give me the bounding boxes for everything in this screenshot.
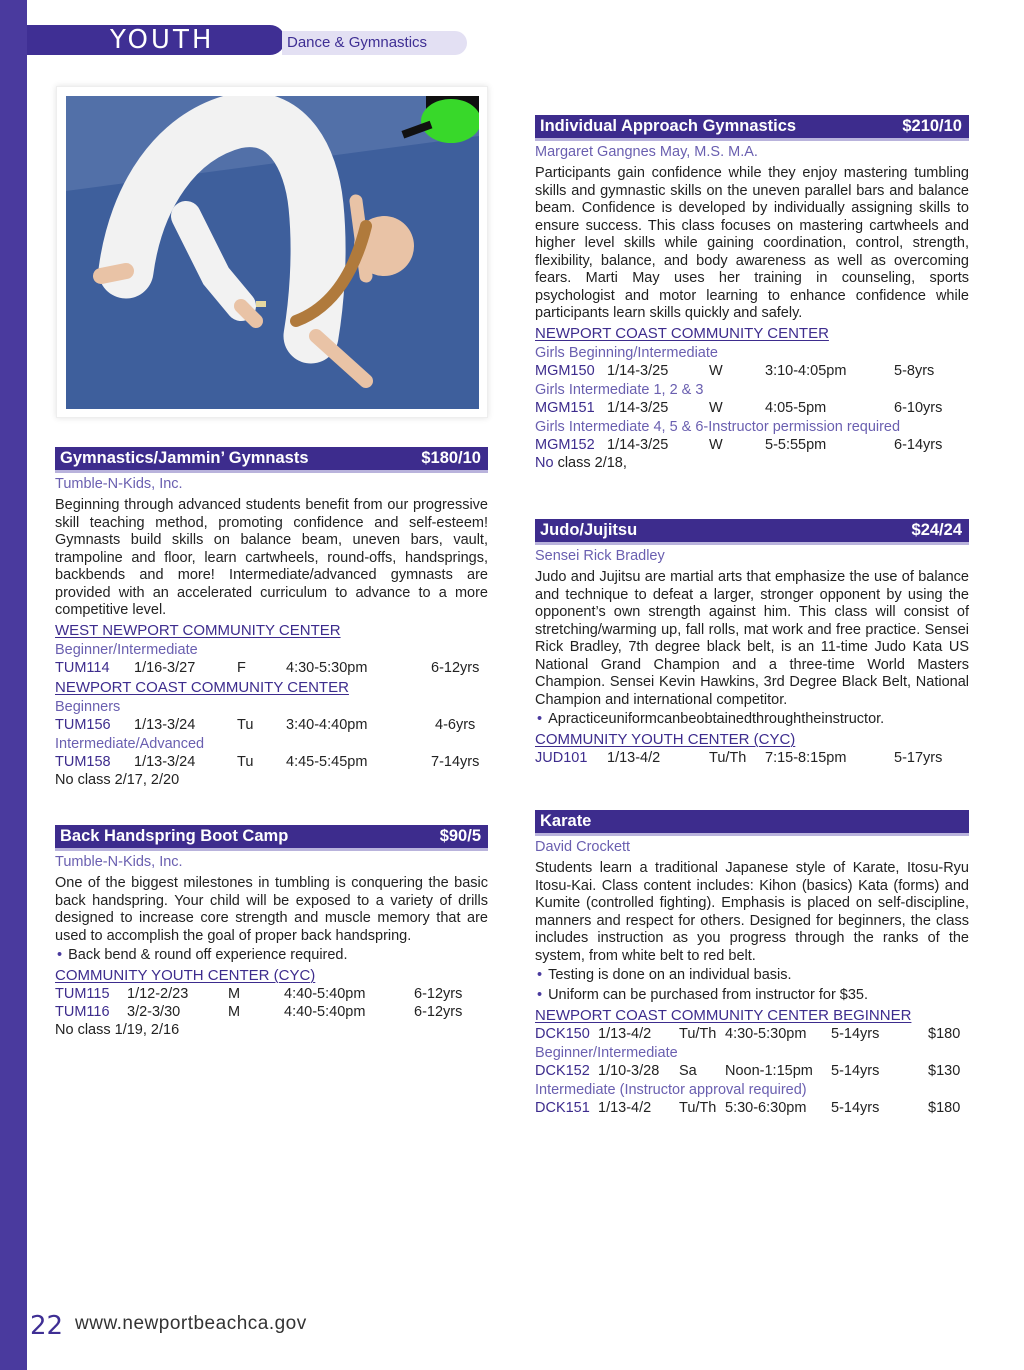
class-time: Noon-1:15pm (725, 1063, 813, 1079)
level-label: Girls Beginning/Intermediate (535, 344, 718, 361)
gymnastics-title-bar (55, 447, 488, 473)
class-day: Tu/Th (709, 750, 747, 766)
class-age: 5-14yrs (831, 1026, 880, 1042)
class-day: Tu/Th (679, 1100, 717, 1116)
schedule-row (55, 985, 488, 1003)
individual-title-bar (535, 115, 969, 141)
info-bullet (535, 965, 969, 985)
class-day: Tu (237, 716, 254, 733)
bullet-text: Uniform can be purchased from instructor for $35. (548, 987, 869, 1003)
side-color-bar (0, 0, 27, 1370)
backhandspring-listing (55, 825, 488, 1039)
class-day: F (237, 659, 246, 676)
level-label: Girls Intermediate 4, 5 & 6-Instructor permission required (535, 418, 901, 435)
class-price: $130 (928, 1063, 961, 1079)
bullet-dot-icon: • (537, 987, 543, 1003)
class-age: 6-10yrs (894, 399, 943, 416)
class-age: 5-17yrs (894, 750, 943, 766)
page-number: 22 (30, 1311, 64, 1341)
schedule-row (55, 753, 488, 771)
class-age: 6-14yrs (894, 436, 943, 453)
class-code[interactable]: TUM115 (55, 986, 110, 1002)
judo-listing (535, 519, 969, 767)
class-title: Back Handspring Boot Camp (60, 827, 289, 845)
class-description: One of the biggest milestones in tumbling is conquering the basic back handspring. Your child will be exposed to a variety of drills designed to increase core strength and muscle memory that are used to accomplish the goal of proper back handspring. (55, 875, 488, 944)
class-time: 3:10-4:05pm (765, 362, 847, 379)
class-dates: 1/13-3/24 (134, 753, 196, 770)
class-title: Individual Approach Gymnastics (540, 117, 797, 135)
bullet-text: Testing is done on an individual basis. (548, 967, 792, 983)
class-time: 4:45-5:45pm (286, 753, 368, 770)
no-class-keyword: No (535, 454, 554, 471)
class-age: 6-12yrs (431, 659, 480, 676)
class-age: 6-12yrs (414, 986, 463, 1002)
judo-title-bar (535, 519, 969, 545)
class-code[interactable]: DCK152 (535, 1063, 590, 1079)
schedule-row (535, 1025, 969, 1043)
class-description: Students learn a traditional Japanese style of Karate, Itosu-Ryu Itosu-Kai. Class content includes: Kihon (basics) Kata (forms) and Kumite (controlled fighting). Emphasis is placed on self-discipline, manners and respect for others. Designed for beginners, the class includes instruction as you progress through the ranks of the system, from white belt to red belt. (535, 860, 969, 964)
class-time: 4:40-5:40pm (284, 986, 366, 1002)
location-link-newport-coast[interactable]: NEWPORT COAST COMMUNITY CENTER BEGINNER (535, 1007, 912, 1024)
class-age: 7-14yrs (431, 753, 480, 770)
no-class-note: No class 2/17, 2/20 (55, 771, 180, 788)
class-dates: 1/12-2/23 (127, 986, 189, 1002)
gymnastics-listing (55, 447, 488, 789)
level-label: Intermediate (Instructor approval required) (535, 1082, 807, 1098)
class-time: 4:05-5pm (765, 399, 827, 416)
schedule-row (55, 1003, 488, 1021)
location-link-cyc[interactable]: COMMUNITY YOUTH CENTER (CYC) (535, 731, 796, 748)
class-dates: 1/14-3/25 (607, 399, 669, 416)
instructor-name: David Crockett (535, 839, 631, 855)
level-label: Intermediate/Advanced (55, 735, 205, 752)
location-link-cyc[interactable]: COMMUNITY YOUTH CENTER (CYC) (55, 967, 316, 984)
class-title: Karate (540, 812, 592, 830)
class-day: Tu (237, 753, 254, 770)
class-code[interactable]: JUD101 (535, 750, 588, 766)
section-subtitle: Dance & Gymnastics (282, 31, 467, 55)
location-link-west-newport[interactable]: WEST NEWPORT COMMUNITY CENTER (55, 621, 341, 639)
gymnast-photo (66, 96, 479, 409)
bullet-dot-icon: • (537, 711, 543, 727)
class-day: Sa (679, 1063, 697, 1079)
class-age: 5-14yrs (831, 1100, 880, 1116)
level-label: Girls Intermediate 1, 2 & 3 (535, 381, 704, 398)
class-time: 4:30-5:30pm (725, 1026, 807, 1042)
location-link-newport-coast[interactable]: NEWPORT COAST COMMUNITY CENTER (55, 678, 349, 696)
class-dates: 1/13-4/2 (598, 1026, 652, 1042)
class-dates: 1/13-3/24 (134, 716, 196, 733)
bullet-text: Back bend & round off experience required. (68, 947, 348, 963)
class-day: M (228, 1004, 241, 1020)
level-label: Beginner/Intermediate (535, 1045, 678, 1061)
schedule-row (535, 399, 969, 417)
class-time: 5:30-6:30pm (725, 1100, 807, 1116)
photo-frame (56, 86, 488, 418)
info-bullet (535, 985, 969, 1005)
karate-listing (535, 810, 969, 1117)
no-class-note (535, 454, 969, 472)
class-code[interactable]: TUM116 (55, 1004, 110, 1020)
schedule-row (535, 1062, 969, 1080)
karate-title-bar (535, 810, 969, 836)
instructor-name: Sensei Rick Bradley (535, 548, 665, 564)
class-description: Beginning through advanced students benefit from our progressive skill teaching method, promoting confidence and self-esteem! Gymnasts build skills on balance beam, uneven bars, vault, trampoline and floor, learn cartwheels, round-offs, handsprings, backbends and more! Intermediate/advanced gymnasts are provided with an accelerated curriculum to advance to a more competitive level. (55, 497, 488, 618)
class-price: $24/24 (911, 521, 962, 539)
class-day: W (709, 362, 723, 379)
class-code[interactable]: MGM151 (535, 399, 595, 416)
class-day: M (228, 986, 241, 1002)
instructor-name: Tumble-N-Kids, Inc. (55, 854, 183, 870)
class-title: Judo/Jujitsu (540, 521, 638, 539)
class-time: 4:30-5:30pm (286, 659, 368, 676)
class-price: $210/10 (902, 117, 962, 135)
class-time: 4:40-5:40pm (284, 1004, 366, 1020)
gymnast-illustration (66, 96, 479, 409)
requirement-bullet (55, 945, 488, 965)
class-dates: 1/13-4/2 (607, 750, 661, 766)
class-age: 5-14yrs (831, 1063, 880, 1079)
instructor-name: Tumble-N-Kids, Inc. (55, 476, 183, 492)
class-day: W (709, 436, 723, 453)
class-code[interactable]: DCK150 (535, 1026, 590, 1042)
class-code[interactable]: DCK151 (535, 1100, 590, 1116)
class-dates: 1/16-3/27 (134, 659, 196, 676)
class-dates: 1/10-3/28 (598, 1063, 660, 1079)
class-time: 3:40-4:40pm (286, 716, 368, 733)
class-dates: 3/2-3/30 (127, 1004, 181, 1020)
schedule-row (535, 1099, 969, 1117)
class-time: 5-5:55pm (765, 436, 827, 453)
bullet-dot-icon: • (57, 947, 63, 963)
class-code[interactable]: TUM156 (55, 716, 111, 733)
class-price: $180 (928, 1026, 961, 1042)
class-day: W (709, 399, 723, 416)
class-code[interactable]: TUM158 (55, 753, 111, 770)
bullet-text: Apracticeuniformcanbeobtainedthroughtheinstructor. (548, 711, 885, 727)
schedule-row (535, 362, 969, 380)
individual-approach-listing (535, 115, 969, 472)
class-description: Participants gain confidence while they enjoy mastering tumbling skills and gymnastic skills on the uneven parallel bars and balance beam. Confidence is developed by individually assigning skills to ensure success. This class focuses on mastering cartwheels and higher level skills while gaining coordination, control, strength, flexibility, balance, and body awareness as well as overcoming fears. Marti May uses her training in counseling, sports psychologist and motor learning to enhance confidence while participants learn skills quickly and safely. (535, 165, 969, 321)
bullet-dot-icon: • (537, 967, 543, 983)
requirement-bullet (535, 709, 969, 729)
schedule-row (55, 659, 488, 677)
no-class-note: No class 1/19, 2/16 (55, 1022, 180, 1038)
class-dates: 1/14-3/25 (607, 362, 669, 379)
class-time: 7:15-8:15pm (765, 750, 847, 766)
schedule-row (55, 716, 488, 734)
schedule-row (535, 436, 969, 454)
class-code[interactable]: TUM114 (55, 659, 110, 676)
class-age: 4-6yrs (435, 716, 476, 733)
level-label: Beginners (55, 698, 121, 715)
no-class-dates: class 2/18, (553, 454, 627, 471)
class-code[interactable]: MGM150 (535, 362, 595, 379)
class-dates: 1/14-3/25 (607, 436, 669, 453)
class-price: $180/10 (421, 449, 481, 467)
schedule-row (535, 749, 969, 767)
website-link[interactable]: www.newportbeachca.gov (75, 1313, 307, 1334)
backhandspring-title-bar (55, 825, 488, 851)
class-age: 6-12yrs (414, 1004, 463, 1020)
class-age: 5-8yrs (894, 362, 935, 379)
class-description: Judo and Jujitsu are martial arts that emphasize the use of balance and technique to defeat a larger, stronger opponent by using the opponent’s own strength against him. This class will consist of stretching/warming up, fall rolls, mat work and free practice. Sensei Rick Bradley, 7th degree black belt, is an 11-time Judo Kata US National Grand Champion and a three-time World Masters Champion. Sensei Kevin Hawkins, 3rd Degree Black Belt, National Champion and international competitor. (535, 569, 969, 708)
instructor-name: Margaret Gangnes May, M.S. M.A. (535, 144, 758, 160)
section-title: YOUTH (110, 25, 215, 55)
level-label: Beginner/Intermediate (55, 641, 198, 658)
class-day: Tu/Th (679, 1026, 717, 1042)
class-price: $90/5 (439, 827, 481, 845)
class-dates: 1/13-4/2 (598, 1100, 652, 1116)
class-price: $180 (928, 1100, 961, 1116)
class-code[interactable]: MGM152 (535, 436, 595, 453)
class-title: Gymnastics/Jammin’ Gymnasts (60, 449, 309, 467)
location-link-newport-coast[interactable]: NEWPORT COAST COMMUNITY CENTER (535, 324, 829, 342)
